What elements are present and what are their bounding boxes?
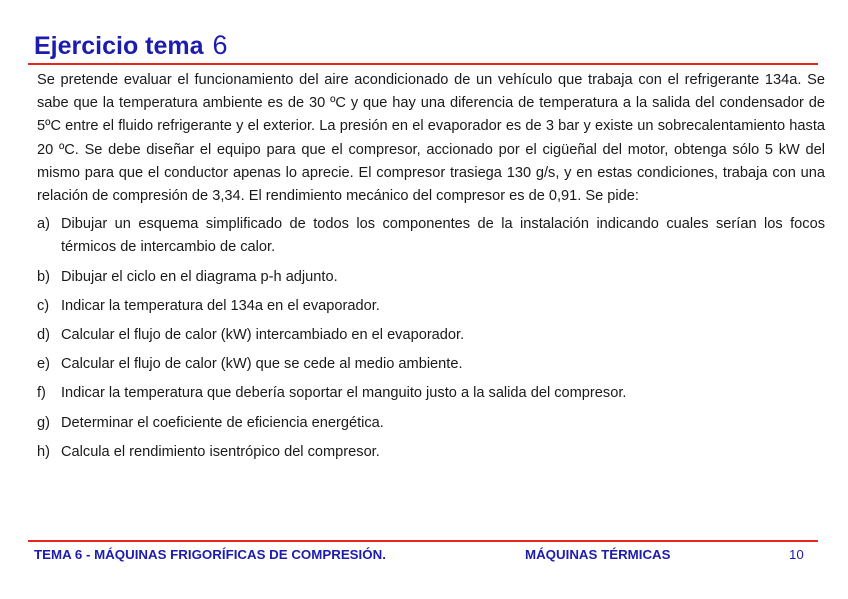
task-text: Determinar el coeficiente de eficiencia energética. [61, 414, 384, 431]
task-marker: h) [37, 443, 50, 460]
page-title [34, 30, 228, 61]
task-text: Indicar la temperatura del 134a en el evaporador. [61, 297, 380, 314]
exercise-body [37, 69, 825, 470]
task-text: Indicar la temperatura que debería soportar el manguito justo a la salida del compresor. [61, 385, 627, 402]
task-marker: g) [37, 414, 50, 431]
task-text: Calcula el rendimiento isentrópico del compresor. [61, 443, 380, 460]
task-text: Dibujar el ciclo en el diagrama p-h adjunto. [61, 268, 338, 285]
footer-course: MÁQUINAS TÉRMICAS [525, 547, 671, 562]
task-marker: f) [37, 385, 46, 402]
task-item-a [37, 213, 825, 259]
task-item-d [37, 324, 825, 347]
title-number: 6 [212, 30, 228, 60]
task-list [37, 213, 825, 464]
task-text: Calcular el flujo de calor (kW) que se cede al medio ambiente. [61, 356, 463, 373]
task-item-e [37, 353, 825, 376]
task-marker: c) [37, 297, 50, 314]
task-marker: b) [37, 268, 50, 285]
exercise-statement: Se pretende evaluar el funcionamiento del aire acondicionado de un vehículo que trabaja con el refrigerante 134a. Se sabe que la temperatura ambiente es de 30 ºC y que hay una diferencia de temperatura a la salida del condensador de 5ºC entre el fluido refrigerante y el exterior. La presión en el evaporador es de 3 bar y existe un sobrecalentamiento hasta 20 ºC. Se debe diseñar el equipo para que el compresor, accionado por el cigüeñal del motor, obtenga sólo 5 kW del mismo para que el conductor apenas lo aprecie. El compresor trasiega 130 g/s, y en estas condiciones, trabaja con una relación de compresión de 3,34. El rendimiento mecánico del compresor es de 0,91. Se pide: [37, 72, 825, 205]
task-item-h [37, 441, 825, 464]
page-number: 10 [789, 547, 804, 562]
header-divider [28, 63, 818, 65]
title-text: Ejercicio tema [34, 32, 204, 60]
task-text: Calcular el flujo de calor (kW) intercambiado en el evaporador. [61, 327, 465, 344]
task-item-c [37, 295, 825, 318]
footer-topic: TEMA 6 - MÁQUINAS FRIGORÍFICAS DE COMPRESIÓN. [34, 547, 386, 562]
task-item-f [37, 382, 825, 405]
task-marker: a) [37, 216, 50, 233]
task-item-b [37, 266, 825, 289]
task-item-g [37, 412, 825, 435]
task-text: Dibujar un esquema simplificado de todos los componentes de la instalación indicando cuales serían los focos térmicos de intercambio de calor. [61, 216, 825, 256]
task-marker: e) [37, 356, 50, 373]
footer-divider [28, 540, 818, 542]
task-marker: d) [37, 327, 50, 344]
